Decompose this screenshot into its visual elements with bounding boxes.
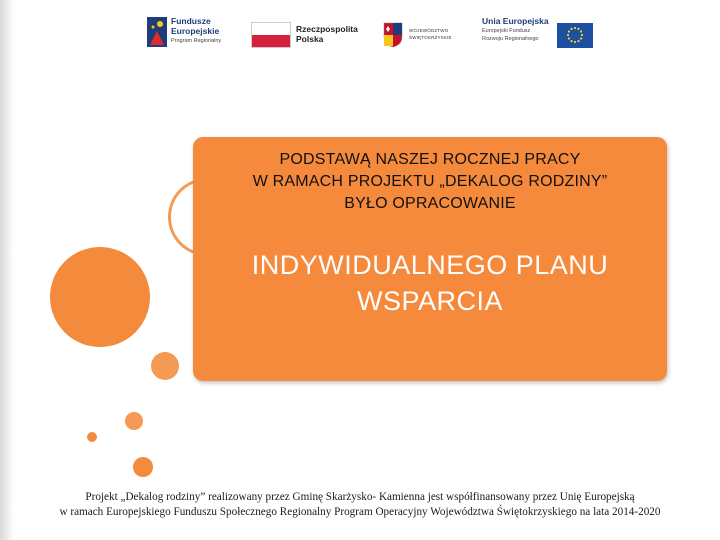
wojewodztwo-line1: WOJEWÓDZTWO	[409, 28, 449, 33]
unia-europejska-logo	[482, 14, 597, 54]
panel-headline	[193, 149, 667, 215]
rp-line1: Rzeczpospolita	[296, 24, 358, 34]
fundusze-line2: Europejskie	[171, 26, 220, 36]
main-panel	[193, 137, 667, 381]
ue-line2: Europejski Fundusz	[482, 28, 531, 34]
big-title-line-1: INDYWIDUALNEGO PLANU	[251, 250, 609, 280]
fundusze-line1: Fundusze	[171, 16, 211, 26]
eu-flag-icon	[557, 23, 593, 48]
fundusze-europejskie-icon	[147, 17, 167, 47]
big-title-line-2: WSPARCIA	[356, 286, 503, 316]
wojewodztwo-line2: ŚWIĘTOKRZYSKIE	[409, 35, 452, 40]
rzeczpospolita-logo	[251, 14, 366, 54]
fundusze-line3: Program Regionalny	[171, 38, 222, 44]
logo-strip	[0, 14, 720, 54]
headline-line-1: PODSTAWĄ NASZEJ ROCZNEJ PRACY	[279, 151, 581, 168]
fundusze-europejskie-logo	[147, 14, 237, 54]
swietokrzyskie-logo	[383, 14, 463, 54]
decor-circle-small-1	[125, 412, 143, 430]
decor-circle-medium	[151, 352, 179, 380]
headline-line-3: BYŁO OPRACOWANIE	[344, 195, 516, 212]
headline-line-2: W RAMACH PROJEKTU „DEKALOG RODZINY”	[252, 173, 608, 190]
ue-line1: Unia Europejska	[482, 16, 549, 26]
decor-circle-tiny	[87, 432, 97, 442]
decor-circle-small-2	[133, 457, 153, 477]
rp-line2: Polska	[296, 34, 324, 44]
panel-big-title	[193, 247, 667, 319]
footer-line-2: w ramach Europejskiego Funduszu Społecznego Regionalny Program Operacyjny Województwa Świętokrzyskiego na lata 2014-2020	[59, 506, 661, 518]
slide-edge-shadow	[0, 0, 14, 540]
ue-line3: Rozwoju Regionalnego	[482, 36, 539, 42]
coat-of-arms-icon	[383, 22, 403, 48]
decor-circle-large	[50, 247, 150, 347]
footer-line-1: Projekt „Dekalog rodziny” realizowany przez Gminę Skarżysko- Kamienna jest współfinansowany przez Unię Europejską	[85, 491, 635, 503]
polish-flag-icon	[251, 22, 291, 48]
footer-note	[0, 490, 720, 520]
